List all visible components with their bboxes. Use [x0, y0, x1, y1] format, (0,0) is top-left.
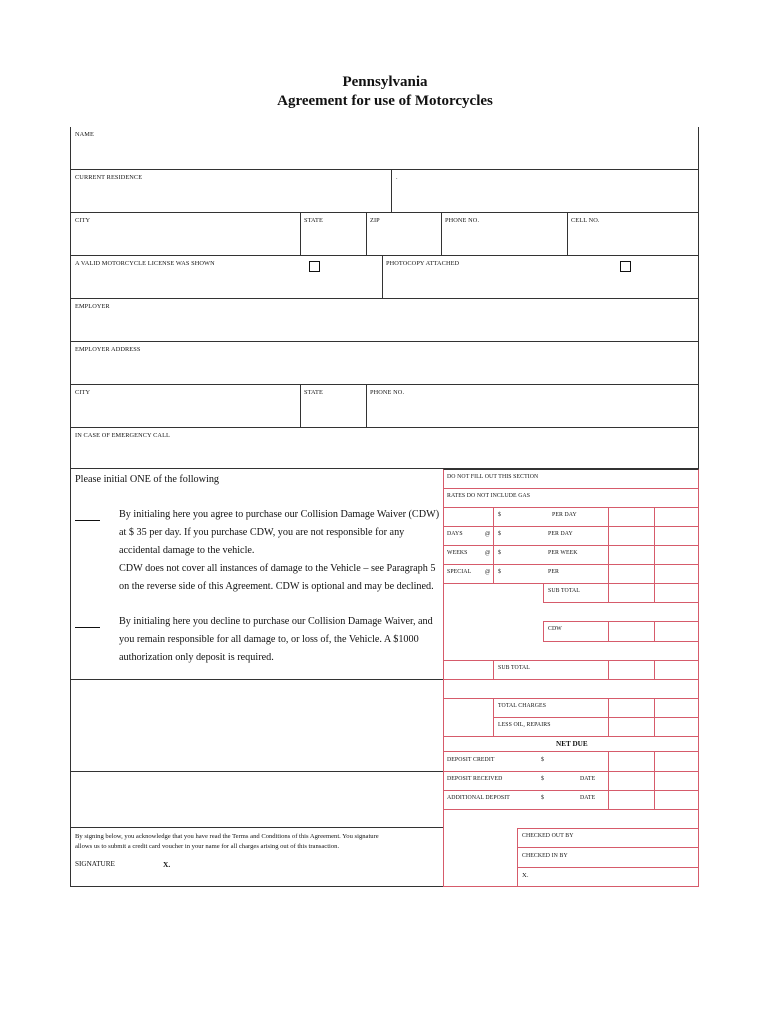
emergency-field-label: IN CASE OF EMERGENCY CALL [75, 432, 170, 439]
date-label: DATE [580, 776, 596, 782]
rate-dollar-sign: $ [498, 569, 501, 575]
at-sign: @ [485, 531, 491, 537]
per-day-label: PER DAY [548, 531, 573, 537]
cdw-decline-text-line: you remain responsible for all damage to, or loss of, the Vehicle. A $1000 [119, 634, 419, 645]
at-sign: @ [485, 569, 491, 575]
deposit-dollar-sign: $ [541, 757, 544, 763]
employer-city-input[interactable] [76, 398, 296, 425]
signature-label: SIGNATURE [75, 860, 115, 868]
additional-deposit-label: ADDITIONAL DEPOSIT [447, 795, 510, 801]
employer-address-input[interactable] [76, 355, 692, 382]
rate-dollar-sign: $ [498, 531, 501, 537]
residence-mark: . [396, 174, 398, 181]
notes-area-2[interactable] [72, 773, 442, 825]
name-input[interactable] [76, 140, 692, 167]
employer-field-label: EMPLOYER [75, 303, 110, 310]
cdw-decline-text-line: By initialing here you decline to purchase our Collision Damage Waiver, and [119, 616, 433, 627]
deposit-credit-label: DEPOSIT CREDIT [447, 757, 495, 763]
emergency-input[interactable] [76, 441, 692, 466]
cdw-accept-text-line: CDW does not cover all instances of damage to the Vehicle – see Paragraph 5 [119, 563, 436, 574]
sub-total-label: SUB TOTAL [548, 588, 580, 594]
zip-input[interactable] [370, 226, 437, 253]
city-input[interactable] [76, 226, 296, 253]
at-sign: @ [485, 550, 491, 556]
net-due-label: NET DUE [556, 740, 588, 748]
per-day-label: PER DAY [552, 512, 577, 518]
signature-acknowledgement: allows us to submit a credit card voucher in your name for all charges arising out of this transaction. [75, 843, 340, 850]
photocopy-checkbox[interactable] [620, 261, 631, 272]
license-shown-label: A VALID MOTORCYCLE LICENSE WAS SHOWN [75, 260, 215, 267]
phone-input[interactable] [445, 226, 563, 253]
cdw-decline-text-line: authorization only deposit is required. [119, 652, 274, 663]
checked-out-label: CHECKED OUT BY [522, 833, 574, 839]
deposit-dollar-sign: $ [541, 795, 544, 801]
office-x-mark: X. [522, 872, 529, 879]
photocopy-label: PHOTOCOPY ATTACHED [386, 260, 460, 267]
less-oil-repairs-label: LESS OIL, REPAIRS [498, 722, 551, 728]
rates-note: RATES DO NOT INCLUDE GAS [447, 493, 531, 499]
cell-input[interactable] [571, 226, 693, 253]
cdw-decline-initial-blank[interactable] [75, 627, 100, 628]
employer-phone-input[interactable] [370, 398, 692, 425]
cdw-accept-text-line: at $ 35 per day. If you purchase CDW, you are not responsible for any [119, 527, 405, 538]
name-field-label: NAME [75, 131, 94, 138]
state-input[interactable] [304, 226, 362, 253]
city-field-label: CITY [75, 217, 91, 224]
do-not-fill-note: DO NOT FILL OUT THIS SECTION [447, 474, 539, 480]
deposit-dollar-sign: $ [541, 776, 544, 782]
per-week-label: PER WEEK [548, 550, 578, 556]
residence-field-label: CURRENT RESIDENCE [75, 174, 143, 181]
notes-area[interactable] [72, 681, 442, 769]
state-field-label: STATE [304, 217, 323, 224]
employer-input[interactable] [76, 312, 692, 339]
cdw-accept-initial-blank[interactable] [75, 520, 100, 521]
signature-x-mark: X. [163, 860, 171, 869]
cell-field-label: CELL NO. [571, 217, 600, 224]
residence-input[interactable] [76, 183, 386, 210]
employer-city-label: CITY [75, 389, 91, 396]
cdw-accept-text-line: on the reverse side of this Agreement. CDW is optional and may be declined. [119, 581, 434, 592]
date-label: DATE [580, 795, 596, 801]
employer-address-label: EMPLOYER ADDRESS [75, 346, 141, 353]
sub-total-label: SUB TOTAL [498, 665, 530, 671]
form-title: Agreement for use of Motorcycles [277, 93, 493, 109]
form-title-state: Pennsylvania [342, 74, 428, 90]
deposit-received-label: DEPOSIT RECEIVED [447, 776, 503, 782]
cdw-accept-text-line: By initialing here you agree to purchase our Collision Damage Waiver (CDW) [119, 509, 440, 520]
rate-dollar-sign: $ [498, 512, 501, 518]
employer-state-input[interactable] [304, 398, 362, 425]
cdw-label: CDW [548, 626, 562, 632]
signature-acknowledgement: By signing below, you acknowledge that you have read the Terms and Conditions of this Agreement. You signature [75, 833, 379, 840]
phone-field-label: PHONE NO. [445, 217, 480, 224]
license-shown-checkbox[interactable] [309, 261, 320, 272]
total-charges-label: TOTAL CHARGES [498, 703, 547, 709]
per-label: PER [548, 569, 559, 575]
cdw-accept-text-line: accidental damage to the vehicle. [119, 545, 255, 556]
checked-in-label: CHECKED IN BY [522, 853, 568, 859]
zip-field-label: ZIP [370, 217, 380, 224]
special-label: SPECIAL [447, 569, 472, 575]
rate-dollar-sign: $ [498, 550, 501, 556]
weeks-label: WEEKS [447, 550, 468, 556]
employer-state-label: STATE [304, 389, 323, 396]
days-label: DAYS [447, 531, 463, 537]
employer-phone-label: PHONE NO. [370, 389, 405, 396]
cdw-heading: Please initial ONE of the following [75, 474, 220, 485]
signature-input[interactable] [178, 856, 436, 882]
